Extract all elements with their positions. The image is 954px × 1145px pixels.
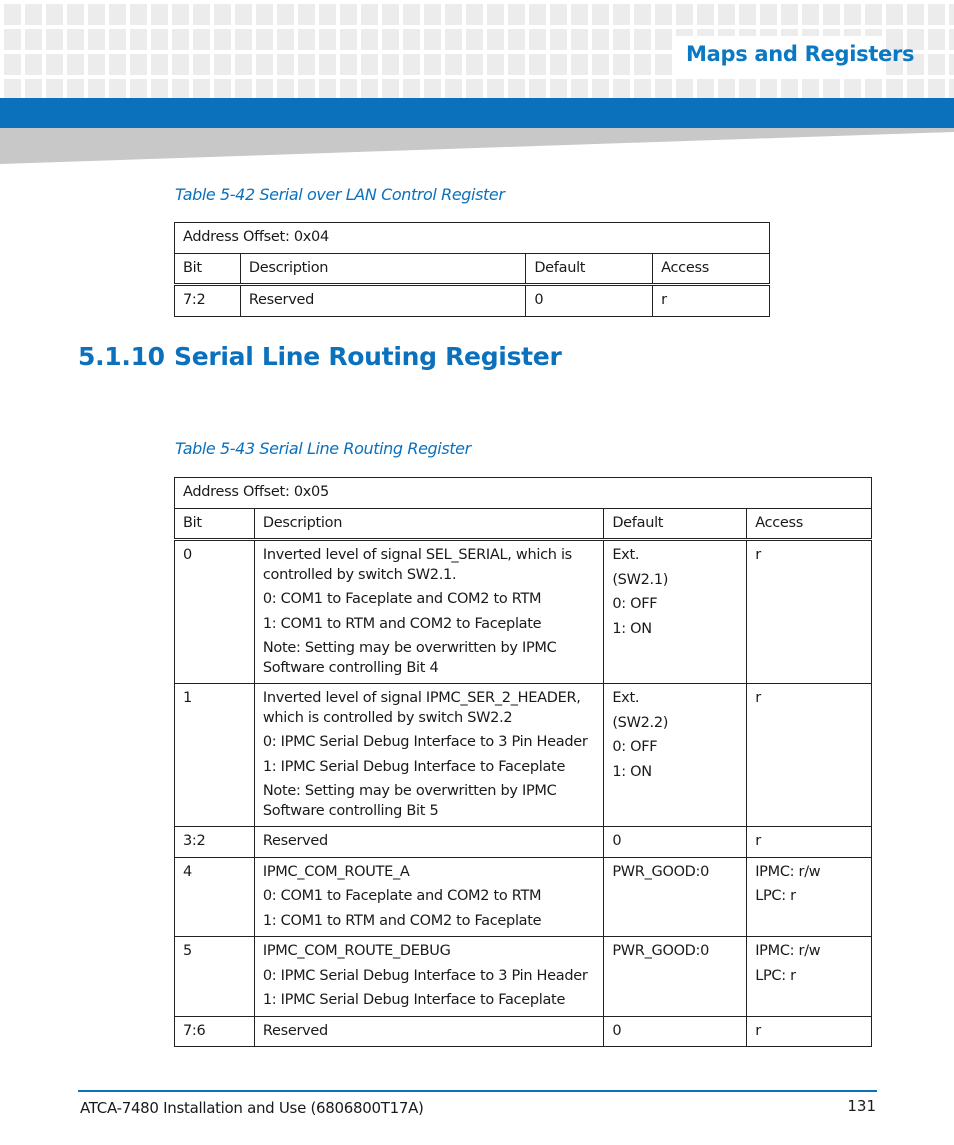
table-43-col-access: Access: [747, 508, 872, 540]
table-43-access: [747, 684, 872, 827]
table-42-col-bit: Bit: [175, 253, 241, 285]
table-42-default: 0: [526, 285, 653, 317]
table-43-access-line: LPC: r: [755, 888, 796, 904]
table-42-address: Address Offset: 0x04: [175, 223, 770, 254]
section-title: Serial Line Routing Register: [174, 342, 562, 371]
table-43-default-line: (SW2.1): [612, 571, 669, 588]
table-43-access: [747, 1016, 872, 1047]
table-42: [174, 222, 770, 317]
table-42-col-access: Access: [653, 253, 770, 285]
table-43-bit: 1: [175, 684, 255, 827]
table-43-description-line: Inverted level of signal IPMC_SER_2_HEADER, which is controlled by switch SW2.2: [262, 690, 581, 726]
table-43-default-line: 0: [612, 833, 622, 849]
table-42-col-default: Default: [526, 253, 653, 285]
table-43-default: [604, 857, 747, 937]
table-43-bit: 0: [175, 540, 255, 684]
table-43-default: [604, 540, 747, 684]
header-gray-wedge: [0, 128, 954, 164]
table-43-default-line: PWR_GOOD:0: [612, 943, 710, 959]
table-row: [175, 285, 770, 317]
table-43-default-line: 1: ON: [612, 763, 652, 780]
table-43-description-line: IPMC_COM_ROUTE_DEBUG: [262, 943, 451, 959]
table-43-access: [747, 540, 872, 684]
table-43-bit: 5: [175, 937, 255, 1017]
table-row: [175, 540, 872, 684]
running-header-title: Maps and Registers: [686, 42, 915, 66]
table-43-access-line: r: [755, 547, 761, 563]
table-43-access: [747, 937, 872, 1017]
footer-page-number: 131: [847, 1097, 876, 1115]
header-blue-bar: [0, 98, 954, 128]
table-43-body: [175, 540, 872, 1047]
table-43-description-line: 0: IPMC Serial Debug Interface to 3 Pin Header: [262, 967, 588, 984]
table-42-access: r: [653, 285, 770, 317]
table-43-description-line: 0: IPMC Serial Debug Interface to 3 Pin Header: [262, 734, 588, 750]
table-43-description-line: Reserved: [262, 833, 328, 849]
table-43-default: [604, 1016, 747, 1047]
table-43-default: [604, 937, 747, 1017]
table-42-description: Reserved: [240, 285, 525, 317]
table-43-access-line: IPMC: r/w: [755, 863, 821, 880]
table-43-description: [254, 684, 603, 827]
table-43-default-line: (SW2.2): [612, 714, 669, 731]
table-42-col-description: Description: [240, 253, 525, 285]
table-43-access-line: LPC: r: [755, 967, 796, 984]
table-43-description-line: 1: COM1 to RTM and COM2 to Faceplate: [262, 912, 542, 929]
table-43-default-line: 0: [612, 1022, 622, 1039]
table-43-default-line: Ext.: [612, 690, 640, 706]
table-row: [175, 937, 872, 1017]
table-43-description-line: Inverted level of signal SEL_SERIAL, which is controlled by switch SW2.1.: [262, 547, 572, 583]
table-43-description-line: IPMC_COM_ROUTE_A: [262, 863, 410, 880]
table-row: [175, 1016, 872, 1047]
table-43-description-line: Reserved: [262, 1022, 328, 1039]
table-43-bit: 4: [175, 857, 255, 937]
table-43-description-line: 1: COM1 to RTM and COM2 to Faceplate: [262, 615, 542, 632]
table-43-description-line: 0: COM1 to Faceplate and COM2 to RTM: [262, 591, 542, 607]
footer-document-title: ATCA-7480 Installation and Use (6806800T17A): [80, 1099, 424, 1117]
table-43-description: [254, 1016, 603, 1047]
table-43-default-line: 0: OFF: [612, 596, 658, 612]
table-43-default-line: 0: OFF: [612, 739, 658, 755]
table-43-default-line: PWR_GOOD:0: [612, 863, 710, 880]
table-43-default-line: 1: ON: [612, 620, 652, 637]
table-43-access: [747, 827, 872, 858]
table-43-col-description: Description: [254, 508, 603, 540]
table-43-address: Address Offset: 0x05: [175, 478, 872, 509]
table-43-description-line: 0: COM1 to Faceplate and COM2 to RTM: [262, 888, 542, 904]
table-43-default: [604, 827, 747, 858]
table-row: [175, 827, 872, 858]
table-42-bit: 7:2: [175, 285, 241, 317]
table-43-description-line: 1: IPMC Serial Debug Interface to Faceplate: [262, 992, 566, 1008]
table-43-caption: Table 5-43 Serial Line Routing Register: [175, 439, 471, 458]
table-43-col-bit: Bit: [175, 508, 255, 540]
footer-rule: [78, 1090, 877, 1092]
table-43-bit: 7:6: [175, 1016, 255, 1047]
table-43-access-line: r: [755, 833, 761, 849]
table-43-description: [254, 827, 603, 858]
table-43-access-line: IPMC: r/w: [755, 943, 821, 959]
section-number: 5.1.10: [78, 342, 165, 371]
table-43-description: [254, 937, 603, 1017]
table-43-description-line: Note: Setting may be overwritten by IPMC Software controlling Bit 5: [262, 783, 557, 819]
table-43-description: [254, 540, 603, 684]
table-43-col-default: Default: [604, 508, 747, 540]
table-43-description: [254, 857, 603, 937]
table-row: [175, 857, 872, 937]
section-heading: [78, 342, 562, 371]
table-43: [174, 477, 872, 1047]
table-43-description-line: 1: IPMC Serial Debug Interface to Faceplate: [262, 758, 566, 775]
table-42-caption: Table 5-42 Serial over LAN Control Register: [175, 185, 505, 204]
table-43-default-line: Ext.: [612, 547, 640, 563]
table-43-description-line: Note: Setting may be overwritten by IPMC Software controlling Bit 4: [262, 640, 557, 676]
table-43-access: [747, 857, 872, 937]
table-43-access-line: r: [755, 1022, 761, 1039]
table-43-bit: 3:2: [175, 827, 255, 858]
table-row: [175, 684, 872, 827]
table-43-default: [604, 684, 747, 827]
table-43-access-line: r: [755, 690, 761, 706]
